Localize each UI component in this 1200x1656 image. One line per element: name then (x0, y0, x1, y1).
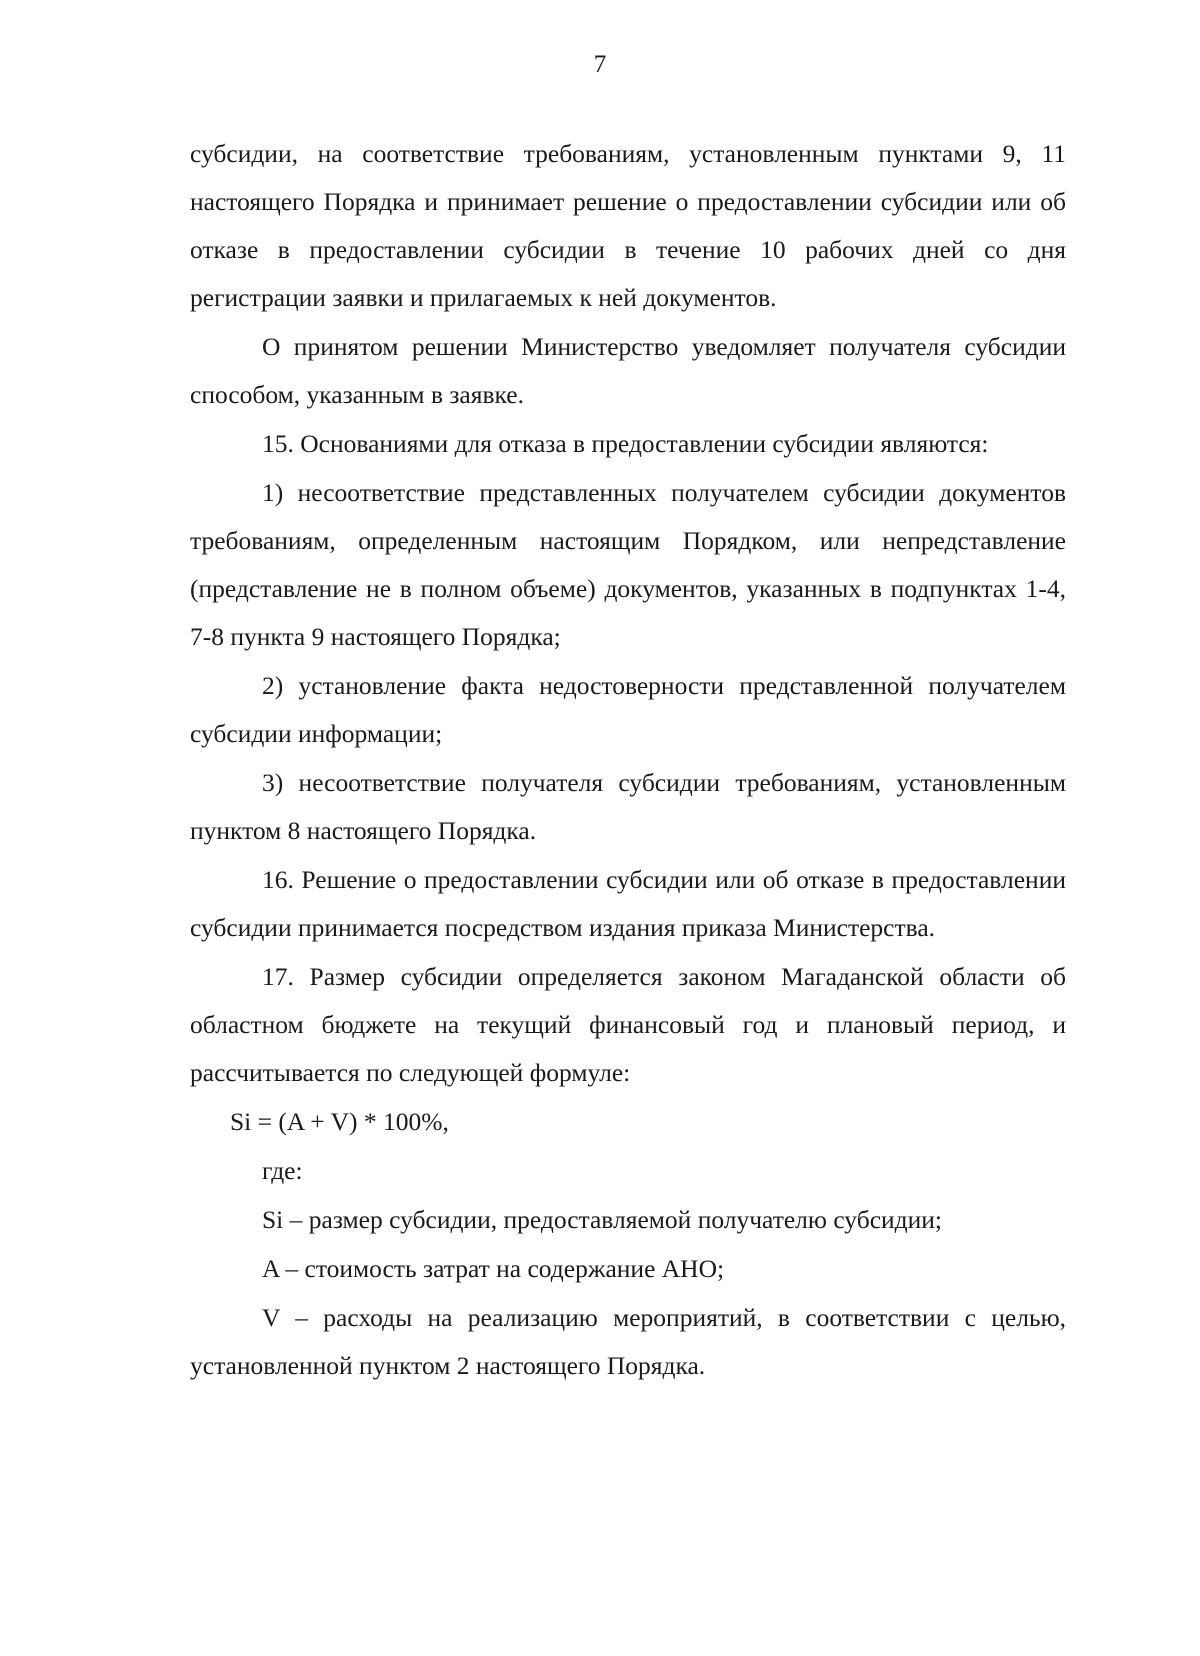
paragraph-item-17: 17. Размер субсидии определяется законом Магаданской области об областном бюджете на текущий финансовый год и плановый период, и рассчитывается по следующей формуле: (190, 962, 1066, 1087)
paragraph-continuation: субсидии, на соответствие требованиям, установленным пунктами 9, 11 настоящего Порядка и принимает решение о предоставлении субсидии или об отказе в предоставлении субсидии в течение 10 рабочих дней со дня регистрации заявки и прилагаемых к ней документов. (190, 139, 1066, 312)
formula-term-si: Si – размер субсидии, предоставляемой получателю субсидии; (262, 1205, 943, 1234)
paragraph-reason-2: 2) установление факта недостоверности представленной получателем субсидии информации; (190, 671, 1066, 748)
document-body (190, 130, 1066, 1391)
formula-term-a: A – стоимость затрат на содержание АНО; (262, 1254, 725, 1283)
formula: Si = (A + V) * 100%, (230, 1107, 449, 1136)
page-number: 7 (593, 51, 607, 78)
paragraph-item-15: 15. Основаниями для отказа в предоставлении субсидии являются: (262, 429, 989, 458)
paragraph-reason-3: 3) несоответствие получателя субсидии требованиям, установленным пунктом 8 настоящего Порядка. (190, 768, 1066, 845)
formula-term-v: V – расходы на реализацию мероприятий, в соответствии с целью, установленной пунктом 2 настоящего Порядка. (190, 1303, 1066, 1380)
paragraph-notification: О принятом решении Министерство уведомляет получателя субсидии способом, указанным в заявке. (190, 332, 1066, 409)
formula-where: где: (262, 1156, 303, 1185)
paragraph-item-16: 16. Решение о предоставлении субсидии или об отказе в предоставлении субсидии принимается посредством издания приказа Министерства. (190, 865, 1066, 942)
paragraph-reason-1: 1) несоответствие представленных получателем субсидии документов требованиям, определенным настоящим Порядком, или непредставление (представление не в полном объеме) документов, указанных в подпунктах 1-4, 7-8 пункта 9 настоящего Порядка; (190, 478, 1066, 651)
